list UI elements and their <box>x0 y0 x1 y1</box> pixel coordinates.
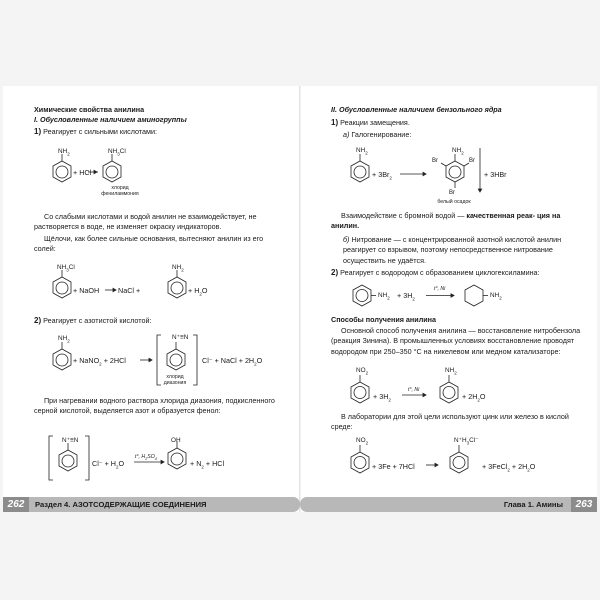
eq8-group: $NO_2$ <box>356 437 369 446</box>
eq2-water: + $H_2O$ <box>188 286 208 297</box>
eq5-group: $NH_2$ <box>356 147 368 156</box>
eq7-group: $NO_2$ <box>356 367 369 376</box>
eq4-condition: t°, $H_2SO_4$ <box>135 454 157 462</box>
eq7-condition: t°, Ni <box>408 387 420 393</box>
eq7-water: + $2H_2O$ <box>462 392 486 403</box>
left-item-1: 1) Реагирует с сильными кислотами: <box>34 127 157 136</box>
eq8-product-group: $N^+H_3Cl^-$ <box>454 437 479 446</box>
left-paragraph-3: При нагревании водного раствора хлорида диазония, подкисленного серной кислотой, выделяется азот и образуется фенол: <box>34 396 275 416</box>
right-footer-title: Глава 1. Амины <box>503 500 563 509</box>
right-item-2: 2) Реагирует с водородом с образованием циклогексиламина: <box>331 268 540 277</box>
eq7-product-group: $NH_2$ <box>445 367 457 376</box>
eq3-diazo-group: N⁺≡N <box>172 334 189 341</box>
eq5-product-group: $NH_2$ <box>452 147 464 156</box>
left-paragraph-2: Щёлочи, как более сильные основания, вытесняют анилин из его солей: <box>34 234 264 254</box>
eq5-caption: белый осадок <box>437 199 471 205</box>
left-page-number: 262 <box>3 497 29 512</box>
eq1-caption: хлорид фениламмония <box>101 185 139 197</box>
eq3-products: Cl⁻ + NaCl + $2H_2O$ <box>202 356 263 367</box>
eq2-reagent: + NaOH <box>73 286 100 295</box>
eq3-reagents: + NaNO$_2$ + 2HCl <box>73 356 126 367</box>
left-paragraph-1: Со слабыми кислотами и водой анилин не взаимодействует, не растворяется в воде, не изменяет окраску индикаторов. <box>34 212 257 232</box>
right-footer-bar <box>300 497 597 512</box>
page-fold <box>299 86 301 512</box>
eq4-products: + $N_2$ + HCl <box>190 459 225 470</box>
left-footer-bar <box>3 497 300 512</box>
eq1-aniline-group: $NH_2$ <box>58 148 70 157</box>
eq7-reagent: + $3H_2$ <box>373 392 391 403</box>
right-paragraph-3: В лаборатории для этой цели используют цинк или железо в кислой среде: <box>331 412 569 432</box>
left-item-2: 2) Реагирует с азотистой кислотой: <box>34 316 152 325</box>
eq6-reagent: + $3H_2$ <box>397 291 415 302</box>
eq5-br-left: Br <box>432 158 438 164</box>
eq6-condition: t°, Ni <box>434 286 446 292</box>
left-heading: Химические свойства анилина <box>34 105 145 114</box>
eq4-product-group: OH <box>171 437 181 444</box>
eq8-products: + 3FeCl$_2$ + $2H_2O$ <box>482 462 536 473</box>
eq1-product-group: $NH_3Cl$ <box>108 148 126 157</box>
left-footer-title: Раздел 4. АЗОТСОДЕРЖАЩИЕ СОЕДИНЕНИЯ <box>35 500 207 509</box>
eq2-mid-product: NaCl + <box>118 286 141 295</box>
eq3-caption: хлорид диазония <box>163 374 187 386</box>
eq5-byproduct: + 3HBr <box>484 170 507 179</box>
eq1-reagent: + HCl <box>73 168 92 177</box>
right-subheading: II. Обусловленные наличием бензольного ядра <box>331 105 502 114</box>
right-page-number: 263 <box>571 497 597 512</box>
eq4-diazo-group: N⁺≡N <box>62 437 79 444</box>
eq5-reagent: + $3Br_2$ <box>372 170 392 181</box>
eq6-product-group: $NH_2$ <box>490 292 502 301</box>
eq2-product-group: $NH_2$ <box>172 264 184 273</box>
left-subheading: I. Обусловленные наличием аминогруппы <box>34 115 187 124</box>
right-sub-a: а) Галогенирование: <box>343 130 412 139</box>
eq5-br-right: Br <box>469 158 475 164</box>
right-paragraph-2: Основной способ получения анилина — восстановление нитробензола (реакция Зинина). В промышленных условиях восстановление проводят водородом при 250–350 °С на никелевом или медном катализаторе: <box>331 326 581 356</box>
right-item-1: 1) Реакции замещения. <box>331 118 410 127</box>
right-paragraph-1: Взаимодействие с бромной водой — качественная реак- ция на анилин. <box>331 211 561 231</box>
eq4-reactant: $Cl^- + H_2O$ <box>92 459 125 470</box>
eq2-salt-group: $NH_3Cl$ <box>57 264 75 273</box>
right-section-heading: Способы получения анилина <box>331 315 437 324</box>
eq5-br-bottom: Br <box>449 190 455 196</box>
eq3-group: $NH_2$ <box>58 335 70 344</box>
right-sub-b: б) Нитрование — с концентрированной азотной кислотой анилин реагирует со взрывом, поэтому непосредственное нитрование осуществить не удаётся. <box>343 235 562 265</box>
eq8-reagents: + 3Fe + 7HCl <box>372 462 415 471</box>
eq6-group: $NH_2$ <box>378 292 390 301</box>
